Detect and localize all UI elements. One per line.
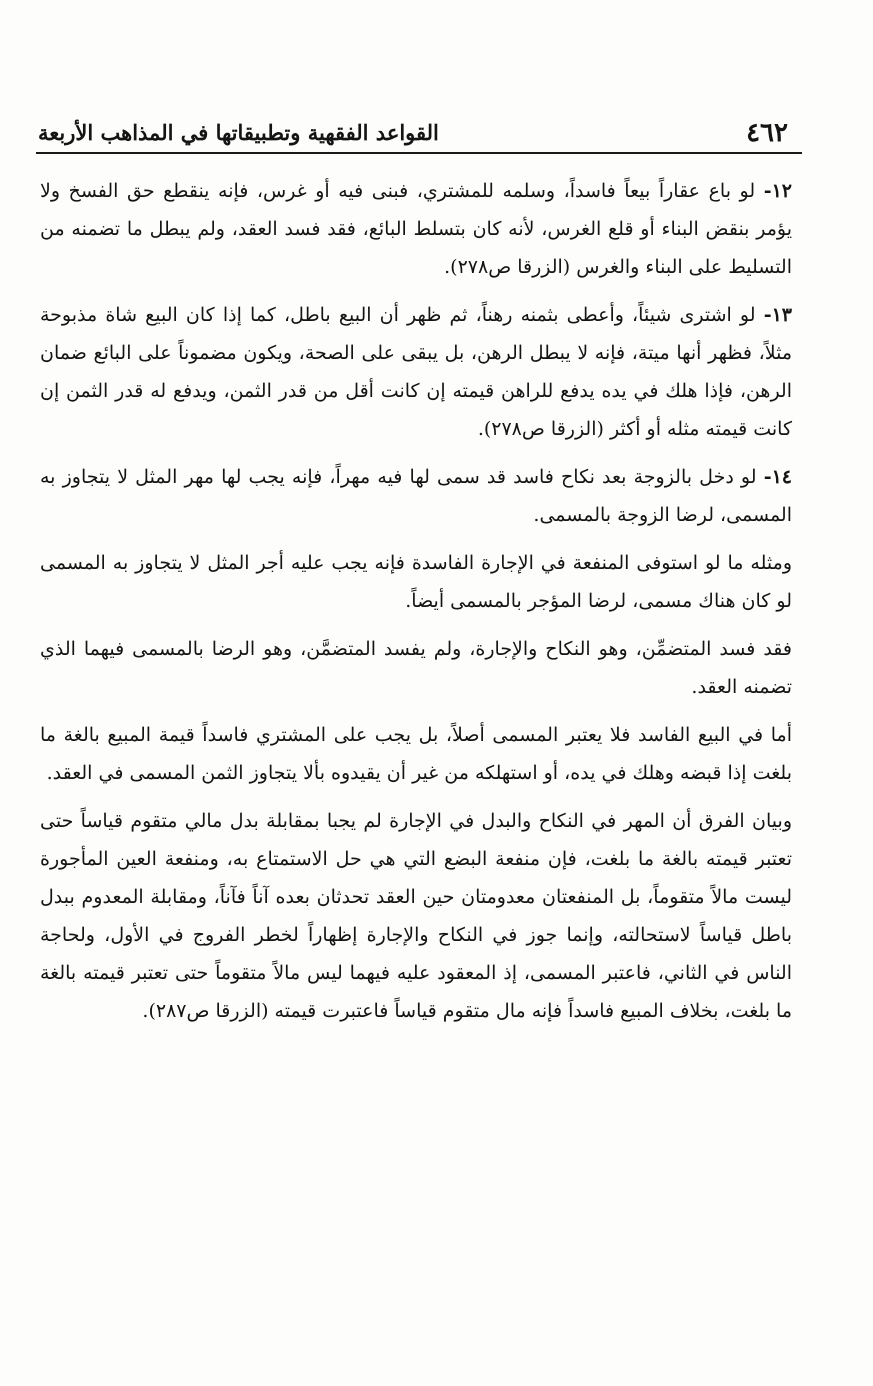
paragraph-14 [40,458,792,534]
item-number: ١٤- [763,466,792,488]
paragraph-text: وبيان الفرق أن المهر في النكاح والبدل في الإجارة لم يجبا بمقابلة بدل مالي متقوم قياساً حتى تعتبر قيمته بالغة ما بلغت، فإن منفعة البضع التي هي حل الاستمتاع به، ومنفعة العين المأجورة ليست مالاً متقوماً، بل المنفعتان معدومتان حين العقد تحدثان بعده آناً فآناً، ومقابلة المعدوم ببدل باطل قياساً لاستحالته، وإنما جوز في النكاح والإجارة إظهاراً لخطر الفروج في الأول، ولحاجة الناس في الثاني، فاعتبر المسمى، إذ المعقود عليه فيهما ليس مالاً متقوماً حتى تعتبر قيمته بالغة ما بلغت، بخلاف المبيع فاسداً فإنه مال متقوم قياساً فاعتبرت قيمته (الزرقا ص٢٨٧). [40,810,792,1022]
paragraph-text: ومثله ما لو استوفى المنفعة في الإجارة الفاسدة فإنه يجب عليه أجر المثل لا يتجاوز به المسمى لو كان هناك مسمى، لرضا المؤجر بالمسمى أيضاً. [40,552,792,612]
paragraph-text: لو دخل بالزوجة بعد نكاح فاسد قد سمى لها فيه مهراً، فإنه يجب لها مهر المثل لا يتجاوز به المسمى، لرضا الزوجة بالمسمى. [40,466,792,526]
paragraph-text: أما في البيع الفاسد فلا يعتبر المسمى أصلاً، بل يجب على المشتري فاسداً قيمة المبيع بالغة ما بلغت إذا قبضه وهلك في يده، أو استهلكه من غير أن يقيدوه بألا يتجاوز الثمن المسمى في العقد. [40,724,792,784]
page-header [36,112,802,152]
item-number: ١٣- [763,304,792,326]
paragraph-13 [40,296,792,448]
page-body [40,172,792,1292]
paragraph-text: لو اشترى شيئاً، وأعطى بثمنه رهناً، ثم ظهر أن البيع باطل، كما إذا كان البيع شاة مذبوحة مثلاً، فظهر أنها ميتة، فإنه لا يبطل الرهن، بل يبقى على الصحة، ويكون مضموناً على البائع ضمان الرهن، فإذا هلك في يده يدفع للراهن قيمته إن كانت أقل من قدر الثمن، ويدفع له قدر الثمن إن كانت قيمته مثله أو أكثر (الزرقا ص٢٧٨). [40,304,792,440]
paragraph-difference [40,802,792,1030]
header-divider [36,152,802,154]
paragraph-text: لو باع عقاراً بيعاً فاسداً، وسلمه للمشتري، فبنى فيه أو غرس، فإنه ينقطع حق الفسخ ولا يؤمر بنقض البناء أو قلع الغرس، لأنه كان بتسلط البائع، فقد فسد العقد، ولم يبطل ما تضمنه من التسليط على البناء والغرس (الزرقا ص٢٧٨). [40,180,792,278]
page-number: ٤٦٢ [746,118,788,148]
paragraph-text: فقد فسد المتضمِّن، وهو النكاح والإجارة، ولم يفسد المتضمَّن، وهو الرضا بالمسمى فيهما الذي تضمنه العقد. [40,638,792,698]
paragraph-similar-case [40,544,792,620]
item-number: ١٢- [763,180,792,202]
paragraph-conclusion [40,630,792,706]
running-title: القواعد الفقهية وتطبيقاتها في المذاهب الأربعة [38,120,439,145]
paragraph-invalid-sale [40,716,792,792]
paragraph-12 [40,172,792,286]
